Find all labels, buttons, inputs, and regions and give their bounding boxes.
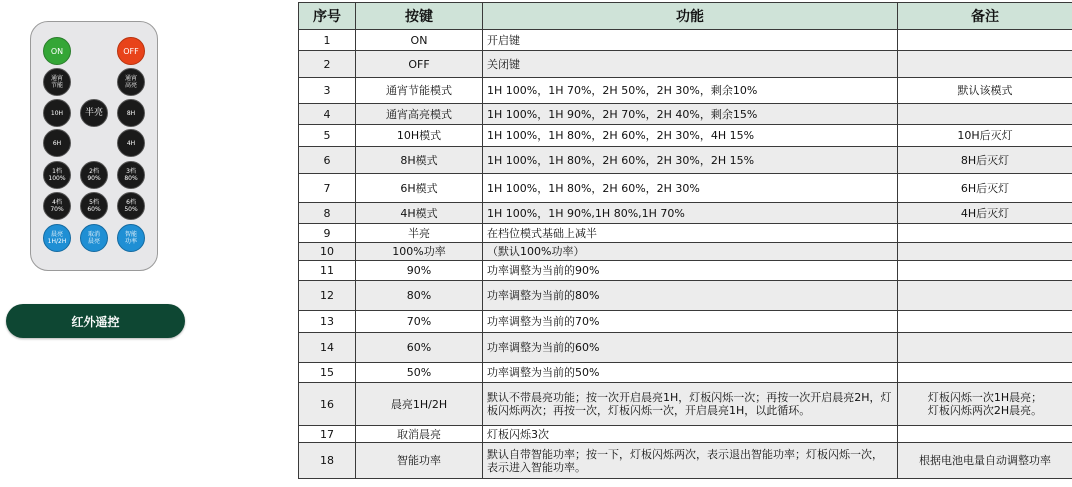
level-3-button[interactable]: 3档 80% [117,161,145,189]
cancel-morning-light-button[interactable]: 取消 晨亮 [80,224,108,252]
cell-function: 1H 100%，1H 70%，2H 50%，2H 30%，剩余10% [483,78,898,104]
cell-note [898,261,1072,281]
table-row [299,224,1072,243]
cell-key: 晨亮1H/2H [356,383,483,426]
10h-button[interactable]: 10H [43,99,71,127]
table-row [299,104,1072,125]
cell-note: 8H后灭灯 [898,147,1072,174]
cell-key: 60% [356,333,483,363]
cell-num: 5 [299,125,356,147]
cell-key: 通宵节能模式 [356,78,483,104]
cell-function: 默认自带智能功率；按一下，灯板闪烁两次，表示退出智能功率；灯板闪烁一次，表示进入智能功率。 [483,443,898,479]
cell-note [898,243,1072,261]
cell-key: 智能功率 [356,443,483,479]
smart-power-button[interactable]: 智能 功率 [117,224,145,252]
header-note: 备注 [898,3,1072,30]
cell-key: 4H模式 [356,203,483,224]
cell-function: 1H 100%，1H 80%，2H 60%，2H 30%，4H 15% [483,125,898,147]
4h-button[interactable]: 4H [117,129,145,157]
table-row [299,363,1072,383]
cell-function: （默认100%功率） [483,243,898,261]
table-row [299,125,1072,147]
cell-num: 3 [299,78,356,104]
cell-num: 4 [299,104,356,125]
cell-note: 灯板闪烁一次1H晨亮； 灯板闪烁两次2H晨亮。 [898,383,1072,426]
cell-note: 根据电池电量自动调整功率 [898,443,1072,479]
cell-key: 半亮 [356,224,483,243]
table-row [299,383,1072,426]
8h-button[interactable]: 8H [117,99,145,127]
cell-num: 13 [299,311,356,333]
cell-note: 4H后灭灯 [898,203,1072,224]
cell-function: 开启键 [483,30,898,51]
cell-num: 14 [299,333,356,363]
table-row [299,78,1072,104]
cell-key: 通宵高亮模式 [356,104,483,125]
cell-note [898,224,1072,243]
cell-key: 80% [356,281,483,311]
cell-note [898,333,1072,363]
level-2-button[interactable]: 2档 90% [80,161,108,189]
table-row [299,281,1072,311]
header-num: 序号 [299,3,356,30]
cell-function: 灯板闪烁3次 [483,426,898,443]
cell-note [898,30,1072,51]
cell-num: 18 [299,443,356,479]
table-row [299,203,1072,224]
table-row [299,30,1072,51]
level-5-button[interactable]: 5档 60% [80,192,108,220]
off-button[interactable]: OFF [117,37,145,65]
cell-function: 默认不带晨亮功能；按一次开启晨亮1H，灯板闪烁一次；再按一次开启晨亮2H，灯板闪烁两次；再按一次，灯板闪烁一次，开启晨亮1H，以此循环。 [483,383,898,426]
table-row [299,174,1072,203]
cell-num: 1 [299,30,356,51]
cell-note [898,426,1072,443]
cell-note [898,281,1072,311]
level-1-button[interactable]: 1档 100% [43,161,71,189]
function-table [298,2,1072,479]
cell-note [898,51,1072,78]
cell-num: 17 [299,426,356,443]
table-row [299,443,1072,479]
table-row [299,426,1072,443]
cell-key: 50% [356,363,483,383]
cell-num: 16 [299,383,356,426]
on-button[interactable]: ON [43,37,71,65]
cell-function: 1H 100%，1H 90%,1H 80%,1H 70% [483,203,898,224]
cell-num: 10 [299,243,356,261]
level-4-button[interactable]: 4档 70% [43,192,71,220]
cell-key: 6H模式 [356,174,483,203]
cell-note: 10H后灭灯 [898,125,1072,147]
cell-function: 功率调整为当前的80% [483,281,898,311]
level-6-button[interactable]: 6档 50% [117,192,145,220]
cell-key: 90% [356,261,483,281]
cell-note [898,363,1072,383]
cell-num: 9 [299,224,356,243]
cell-key: 70% [356,311,483,333]
6h-button[interactable]: 6H [43,129,71,157]
cell-key: 100%功率 [356,243,483,261]
table-row [299,243,1072,261]
cell-note: 默认该模式 [898,78,1072,104]
cell-function: 功率调整为当前的70% [483,311,898,333]
cell-num: 8 [299,203,356,224]
table-header-row [299,3,1072,30]
header-key: 按键 [356,3,483,30]
ir-remote-label[interactable]: 红外遥控 [6,304,185,338]
table-row [299,147,1072,174]
cell-function: 1H 100%，1H 80%，2H 60%，2H 30%，2H 15% [483,147,898,174]
half-bright-button[interactable]: 半亮 [80,99,108,127]
header-function: 功能 [483,3,898,30]
cell-key: 取消晨亮 [356,426,483,443]
cell-num: 15 [299,363,356,383]
morning-light-button[interactable]: 晨亮 1H/2H [43,224,71,252]
cell-num: 12 [299,281,356,311]
cell-note [898,311,1072,333]
table-row [299,261,1072,281]
cell-function: 在档位模式基础上减半 [483,224,898,243]
overnight-eco-button[interactable]: 通宵 节能 [43,68,71,96]
cell-function: 1H 100%，1H 80%，2H 60%，2H 30% [483,174,898,203]
cell-function: 功率调整为当前的50% [483,363,898,383]
cell-function: 功率调整为当前的90% [483,261,898,281]
cell-function: 1H 100%，1H 90%，2H 70%，2H 40%，剩余15% [483,104,898,125]
cell-key: 8H模式 [356,147,483,174]
cell-note [898,104,1072,125]
table-row [299,311,1072,333]
table-row [299,333,1072,363]
cell-num: 7 [299,174,356,203]
cell-num: 6 [299,147,356,174]
cell-key: 10H模式 [356,125,483,147]
cell-num: 2 [299,51,356,78]
cell-num: 11 [299,261,356,281]
cell-key: ON [356,30,483,51]
table-row [299,51,1072,78]
overnight-bright-button[interactable]: 通宵 高亮 [117,68,145,96]
cell-key: OFF [356,51,483,78]
cell-note: 6H后灭灯 [898,174,1072,203]
cell-function: 功率调整为当前的60% [483,333,898,363]
ir-remote [30,21,158,271]
cell-function: 关闭键 [483,51,898,78]
